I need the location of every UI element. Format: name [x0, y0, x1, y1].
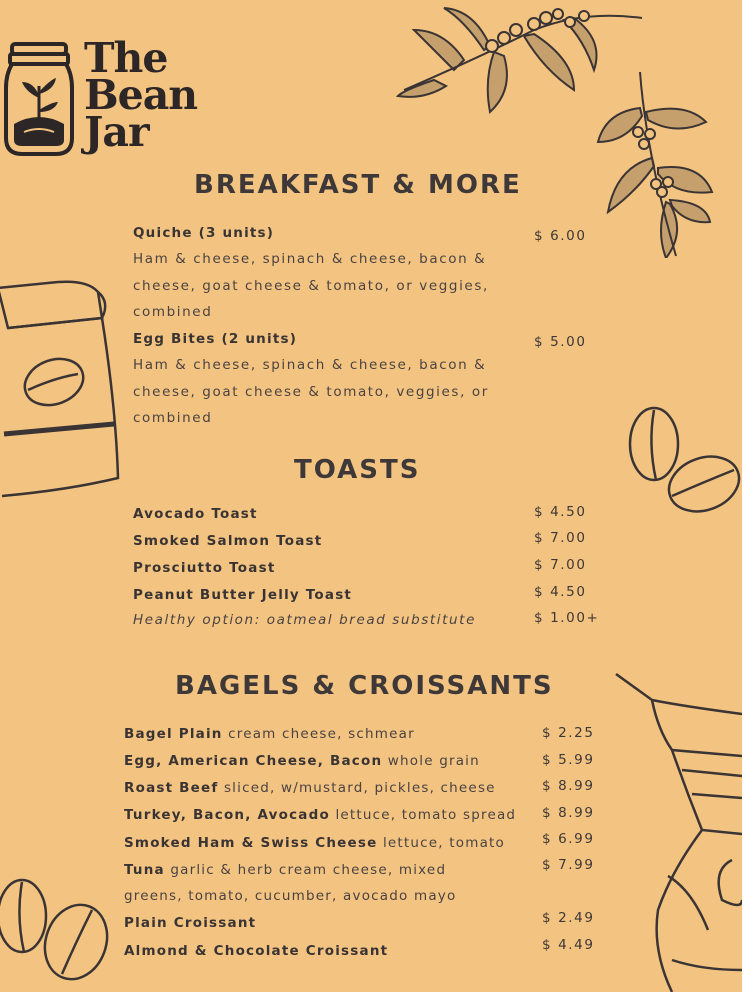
menu-item-price: $ 7.99 — [542, 857, 595, 873]
description-line: combined — [133, 304, 213, 320]
menu-item-name: Turkey, Bacon, Avocado — [124, 807, 330, 823]
coffee-beans-icon — [626, 404, 742, 520]
menu-item-detail: lettuce, tomato — [377, 835, 505, 851]
menu-item-name: Smoked Salmon Toast — [133, 533, 323, 549]
menu-item-row — [124, 753, 480, 769]
menu-item-name: Quiche (3 units) — [133, 225, 275, 241]
menu-item-row — [124, 807, 516, 823]
menu-item-price: $ 5.00 — [534, 334, 587, 350]
menu-item-price: $ 5.99 — [542, 752, 595, 768]
menu-item-name: Egg, American Cheese, Bacon — [124, 753, 383, 769]
menu-item-row — [124, 862, 446, 878]
menu-item-name: Plain Croissant — [124, 915, 257, 931]
menu-item-price: $ 7.00 — [534, 530, 587, 546]
menu-item-row — [124, 915, 256, 931]
menu-item-description — [133, 352, 489, 432]
menu-item-price: $ 8.99 — [542, 778, 595, 794]
coffee-bag-icon — [0, 278, 123, 500]
menu-item-row — [124, 835, 505, 851]
mason-jar-sprout-icon — [4, 40, 74, 158]
menu-item-detail: whole grain — [382, 753, 480, 769]
menu-item-name: Peanut Butter Jelly Toast — [133, 587, 353, 603]
menu-item-price: $ 4.50 — [534, 584, 587, 600]
menu-item-name: Prosciutto Toast — [133, 560, 276, 576]
menu-item-name: Roast Beef — [124, 780, 219, 796]
menu-item-name: Avocado Toast — [133, 506, 258, 522]
menu-item-row — [124, 780, 496, 796]
description-line: cheese, goat cheese & tomato, or veggies, — [133, 277, 489, 294]
description-line: Ham & cheese, spinach & cheese, bacon & — [133, 357, 487, 373]
menu-item-detail: cream cheese, schmear — [222, 726, 415, 742]
coffee-beans-icon — [0, 876, 112, 982]
menu-item-name: Egg Bites (2 units) — [133, 331, 298, 347]
menu-item-row — [124, 726, 415, 742]
menu-item-price: $ 2.25 — [542, 725, 595, 741]
brand-name-line3: Jar — [84, 108, 149, 156]
description-line: combined — [133, 410, 213, 426]
description-line: cheese, goat cheese & tomato, veggies, or — [133, 383, 489, 400]
menu-item-detail: garlic & herb cream cheese, mixed — [164, 862, 447, 878]
menu-item-name: Almond & Chocolate Croissant — [124, 943, 389, 959]
menu-item-price: $ 6.00 — [534, 228, 587, 244]
section-title-bagels: BAGELS & CROISSANTS — [175, 671, 554, 701]
menu-item-row — [124, 943, 388, 959]
menu-item-price: $ 8.99 — [542, 805, 595, 821]
description-line: Ham & cheese, spinach & cheese, bacon & — [133, 251, 487, 267]
brand-name-line2: Bean — [84, 71, 198, 119]
menu-item-price: $ 4.50 — [534, 504, 587, 520]
menu-item-price: $ 2.49 — [542, 910, 595, 926]
menu-item-name: Tuna — [124, 862, 165, 878]
section-title-toasts: TOASTS — [294, 455, 421, 485]
menu-item-detail: lettuce, tomato spread — [329, 807, 517, 823]
menu-item-price: $ 6.99 — [542, 831, 595, 847]
menu-item-detail-continued: greens, tomato, cucumber, avocado mayo — [124, 888, 457, 904]
menu-item-price: $ 4.49 — [542, 937, 595, 953]
menu-item-price: $ 7.00 — [534, 557, 587, 573]
menu-item-description — [133, 246, 489, 326]
menu-item-detail: sliced, w/mustard, pickles, cheese — [218, 780, 496, 796]
brand-name — [84, 34, 198, 156]
section-title-breakfast: BREAKFAST & MORE — [194, 170, 522, 200]
toast-healthy-note-price: $ 1.00+ — [534, 610, 600, 626]
toast-healthy-note: Healthy option: oatmeal bread substitute — [133, 612, 476, 628]
menu-item-name: Smoked Ham & Swiss Cheese — [124, 835, 378, 851]
coffee-dripper-icon — [612, 670, 742, 992]
coffee-branch-icon — [596, 72, 716, 258]
brand-name-line1: The — [84, 34, 168, 82]
menu-item-name: Bagel Plain — [124, 726, 223, 742]
